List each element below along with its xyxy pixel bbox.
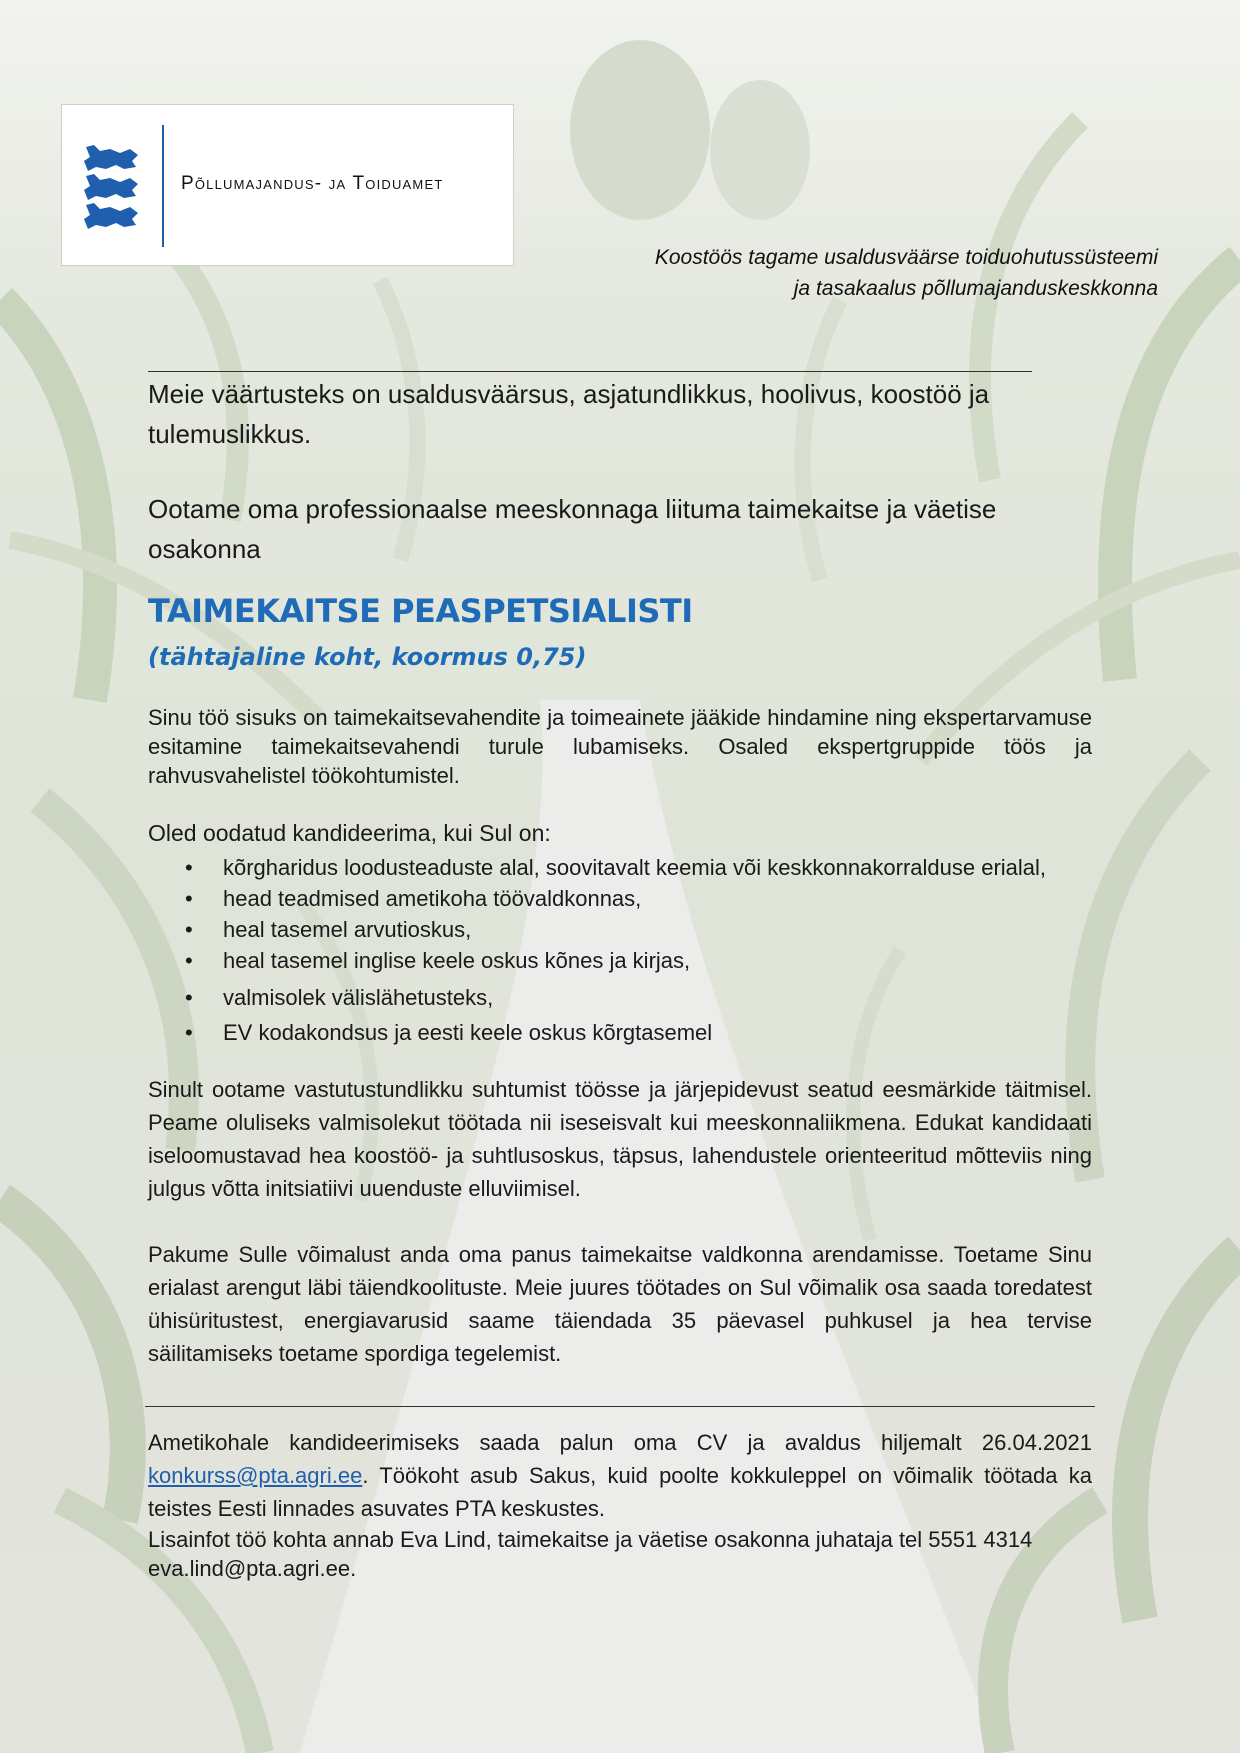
intro-paragraph: Ootame oma professionaalse meeskonnaga liituma taimekaitse ja väetise osakonna [148,494,997,564]
organization-name: Põllumajandus- ja Toiduamet [181,173,444,194]
application-paragraph [148,1426,1092,1525]
requirement-item: • heal tasemel arvutioskus, [148,914,1092,945]
requirement-item: • kõrgharidus loodusteaduste alal, soovitavalt keemia või keskkonnakorralduse erialal, [148,852,1092,883]
bottom-divider [145,1406,1095,1407]
requirement-item: • heal tasemel inglise keele oskus kõnes ja kirjas, [148,945,1092,980]
job-subtitle: (tähtajaline koht, koormus 0,75) [148,643,587,671]
organization-logo [61,104,514,266]
requirements-intro: Oled oodatud kandideerima, kui Sul on: [148,820,551,846]
application-email-link[interactable]: konkurss@pta.agri.ee [148,1463,363,1488]
top-divider [148,371,1032,372]
job-title: TAIMEKAITSE PEASPETSIALISTI [148,592,693,630]
requirements-list [148,852,1092,1046]
requirement-item: • EV kodakondsus ja eesti keele oskus kõrgtasemel [148,1015,1092,1046]
tagline [560,242,1158,304]
tagline-line-1: Koostöös tagame usaldusväärse toiduohutussüsteemi [654,246,1158,269]
expectations-paragraph: Sinult ootame vastutustundlikku suhtumist töösse ja järjepidevust seatud eesmärkide täitmisel. Peame oluliseks valmisolekut töötada nii iseseisvalt kui meeskonnaliikmena. Edukat kandidaati iseloomustavad hea koostöö- ja suhtlusoskus, täpsus, lahendustele orienteeritud mõtteviis ning julgus võtta initsiatiivi uuenduste elluviimisel. [148,1077,1092,1201]
requirement-item: • head teadmised ametikoha töövaldkonnas, [148,883,1092,914]
requirement-item: • valmisolek välislähetusteks, [148,980,1092,1015]
duties-paragraph: Sinu töö sisuks on taimekaitsevahendite ja toimeainete jääkide hindamine ning ekspertarvamuse esitamine taimekaitsevahendi turule lubamiseks. Osaled ekspertgruppide töös ja rahvusvahelistel töökohtumistel. [148,705,1092,788]
values-paragraph: Meie väärtusteks on usaldusväärsus, asjatundlikkus, hoolivus, koostöö ja tulemuslikkus. [148,379,990,449]
application-location-text: . Töökoht asub Sakus, kuid poolte kokkuleppel on võimalik töötada ka teistes Eesti linnades asuvates PTA keskustes. [148,1463,1092,1521]
application-text: Ametikohale kandideerimiseks saada palun oma CV ja avaldus hiljemalt 26.04.2021 [148,1430,1092,1455]
logo-divider [162,125,164,247]
tagline-line-2: ja tasakaalus põllumajanduskeskkonna [793,277,1158,300]
contact-paragraph: Lisainfot töö kohta annab Eva Lind, taimekaitse ja väetise osakonna juhataja tel 5551 4314 eva.lind@pta.agri.ee. [148,1527,1033,1581]
three-lions-emblem-icon [80,143,142,231]
offer-paragraph: Pakume Sulle võimalust anda oma panus taimekaitse valdkonna arendamisse. Toetame Sinu erialast arengut läbi täiendkoolituste. Meie juures töötades on Sul võimalik osa saada toredatest ühisüritustest, energiavarusid saame täiendada 35 päevasel puhkusel ja hea tervise säilitamiseks toetame spordiga tegelemist. [148,1242,1092,1366]
